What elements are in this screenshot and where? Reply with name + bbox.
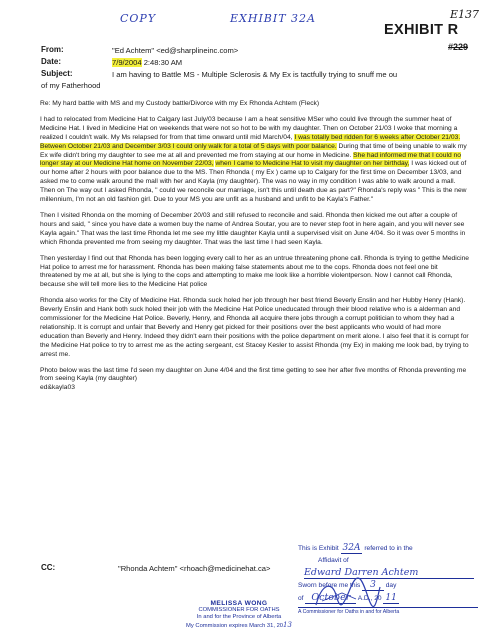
- photo-note: Photo below was the last time I'd seen my daughter on June 4/04 and the first time getting to see her after five months of Rhonda preventing me from seeing Kayla (my daughter): [40, 366, 467, 383]
- paragraph-city-jobs: Rhonda also works for the City of Medicine Hat. Rhonda suck holed her job through her best friend Beverly Enslin and her Hubby Henry (Hank). Beverly Enslin and Hank both suck holed their job with the Medicine Hat Police uneducated through their blood relative who is a alderman and commissioner for the Medicine Hat Police. Beverly, Henry, and Rhonda all acquire there jobs through a corrupt politician to whom they had a relationship. It is corrupt and unfair that Beverly and Henry get picked for their positions over the best applicants who would of had more education than Beverly and Henry. Indeed they didn't earn their positions with the police department on merit alone. I also feel that it is corrupt for the Medicine Hat police to try to arrest me as the acting sergeant, cst Stacey Kesler to assist Rhonda (my Ex) in making me look bad, by trying to arrest me.: [40, 297, 469, 358]
- p1-intro: I had to relocated from Medicine Hat to Calgary last July/03 because I am a heat sensitive MSer who could live through the summer heat of Medicine Hat. I lived in Medicine Hat on weekends that were not so hot to be with my daughter. Then on October 21/03 I woke that morning a realized I couldn't walk. My Ms relapsed for from that time onward until mid March/04,: [40, 115, 458, 141]
- commissioner-stamp: [164, 600, 314, 630]
- handwritten-corner-number: E137: [450, 8, 480, 21]
- affidavit-exhibit-number: 32A: [342, 543, 361, 553]
- commissioner-name: MELISSA WONG: [210, 600, 268, 607]
- date-value: [112, 58, 182, 67]
- re-line: Re: My hard battle with MS and my Custody battle/Divorce with my Ex Rhonda Achtem (Fleck): [40, 100, 320, 107]
- commissioner-jurisdiction: In and for the Province of Alberta: [196, 614, 282, 621]
- affidavit-line-name: Affidavit of: [318, 557, 349, 564]
- highlight-bed-ridden: I was totally bed ridden for 6 weeks after October 21/03. Between October 21/03 and December 3/03 I could only walk for a total of 5 days with poor balance.: [40, 133, 461, 150]
- subject-label: Subject:: [41, 69, 73, 78]
- paragraph-police-calls: Then yesterday I find out that Rhonda has been logging every call to her as an untrue threatening phone call. Rhonda is trying to getthe Medicine Hat police to arrest me for harassment. Rhonda has been making false statements about me to the cops. Rhonda does not feel one bit threatened by me at all, but she is lying to the cops and attempting to make me look like a horrible violentperson. Now I cannot call Rhonda, because she will tell more lies to the Medicine Hat police: [40, 254, 470, 289]
- paragraph-december-visit: Then I visited Rhonda on the morning of December 20/03 and still refused to reconcile and said. Rhonda then kicked me out after a couple of hours and said, " since you have date a women buy the name of Andrea Soutar, you are to never step foot in here again, and you will never see Kayla again." That was the last time Rhonda let me see my little daughter Kayla until a supervised visit on June 4/04. So it was over 5 months in which Rhonda prevented me from seeing my daughter. That was the last time I had seen Kayla.: [40, 211, 466, 246]
- subject-continuation: of my Fatherhood: [41, 81, 101, 90]
- affidavit-day: 3: [362, 580, 384, 591]
- cc-value: "Rhonda Achtem" <rhoach@medicinehat.ca>: [118, 564, 271, 573]
- exhibit-label: EXHIBIT R: [384, 22, 459, 38]
- photo-attachment-name: ed&kayla03: [40, 384, 75, 392]
- affidavit-month: October: [305, 592, 356, 604]
- affidavit-year: 11: [385, 593, 397, 603]
- affidavit-line-commissioner: A Commissioner for Oaths in and for Alberta: [298, 607, 478, 616]
- commissioner-title: COMMISSIONER FOR OATHS: [198, 607, 280, 614]
- exhibit-label-struck: #229: [448, 42, 469, 52]
- email-body: [40, 100, 470, 400]
- commissioner-expiry: My Commission expires March 31, 2013: [186, 620, 292, 629]
- from-value: "Ed Achtem" <ed@sharplineinc.com>: [112, 46, 239, 55]
- from-label: From:: [41, 45, 64, 54]
- affidavit-line-exhibit: This is Exhibit 32A referred to in the: [298, 543, 413, 553]
- paragraph-photo: [40, 367, 470, 394]
- cc-label: CC:: [41, 563, 56, 572]
- affidavit-line-sworn: Sworn before me this 3 day: [298, 580, 397, 590]
- paragraph-relapse: [40, 116, 470, 205]
- signature-scribble: [312, 575, 382, 613]
- p1-end: I was kicked out of our home after 2 hours with poor balance due to the MS. Then Rhonda ( my Ex ) came up to Calgary for the first time on December 13/03, and asked me to come walk around the mall with her and Kayla (my daughter). The was no way in my condition I was able to walk around a mall. Then on The way out I asked Rhonda, " could we reconcile our marriage, isn't this until death due as part?" Rhonda's reply was " This is the new millennium, I'm not an old fashion girl. Due to your MS you are unfit as a husband and unfit to be Kayla's Father.": [40, 160, 467, 204]
- date-highlight: 7/9/2004: [112, 58, 142, 67]
- affidavit-line-date: of October A.D., 20 11: [298, 592, 397, 603]
- p1-middle: During that time of being unable to walk my Ex wife didn't bring my daughter to see me at all and prevented me from staying at our home in Medicine.: [40, 142, 467, 159]
- handwritten-copy: COPY: [120, 12, 157, 25]
- date-time: 2:48:30 AM: [143, 58, 183, 67]
- highlight-birthday-visit: when I came to Medicine Hat to visit my daughter on her birthday,: [215, 160, 410, 168]
- subject-value: I am having to Battle MS - Multiple Sclerosis & My Ex is tactfully trying to snuff me ou: [112, 70, 398, 79]
- date-label: Date:: [41, 57, 62, 66]
- handwritten-exhibit-32a: EXHIBIT 32A: [230, 12, 317, 25]
- affidavit-deponent-name: Edward Darren Achtem: [304, 567, 474, 579]
- highlight-no-longer-stay: She had informed me that I could no longer stay at our Medicine Hat home on November 22/03,: [40, 151, 461, 168]
- commissioner-expiry-year: 13: [283, 620, 292, 629]
